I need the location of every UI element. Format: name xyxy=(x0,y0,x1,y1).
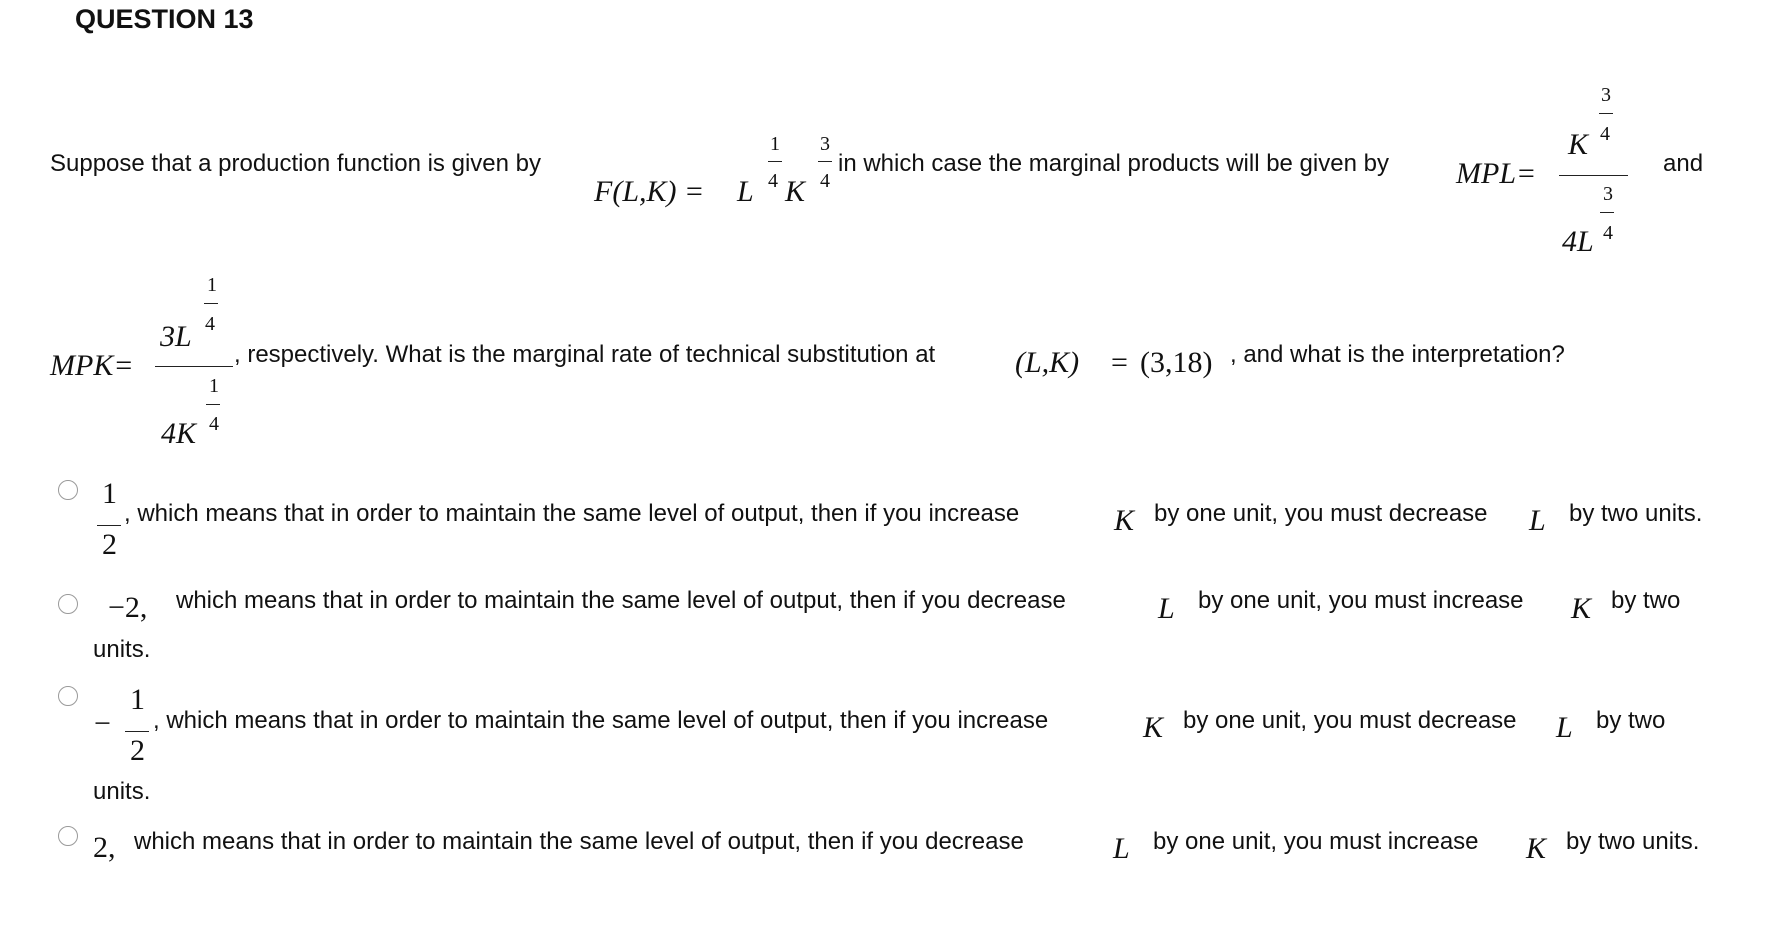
intro-text: Suppose that a production function is given by xyxy=(50,150,541,177)
option-1-text-b: by one unit, you must decrease xyxy=(1154,500,1488,527)
option-3-text-c: by two xyxy=(1596,707,1666,734)
function-lhs: F(L,K) = xyxy=(594,175,705,208)
point-rhs: (3,18) xyxy=(1140,346,1213,379)
option-2-var1: L xyxy=(1158,592,1175,625)
mpl-fraction-bar xyxy=(1559,175,1628,176)
option-1-value-num: 1 xyxy=(102,477,117,510)
option-3-text-b: by one unit, you must decrease xyxy=(1183,707,1517,734)
function-exp1-bar xyxy=(768,161,782,162)
option-2-text-b: by one unit, you must increase xyxy=(1198,587,1524,614)
function-base-l: L xyxy=(737,175,754,208)
function-exp2-den: 4 xyxy=(820,170,830,192)
option-1-text-a: , which means that in order to maintain the same level of output, then if you increase xyxy=(124,500,1020,527)
option-3-text-d: units. xyxy=(93,778,151,805)
point-lhs: (L,K) xyxy=(1015,346,1080,379)
function-exp1-den: 4 xyxy=(768,170,778,192)
option-3-value-num: 1 xyxy=(130,683,145,716)
function-exp1-num: 1 xyxy=(770,133,780,155)
option-4-text-a: which means that in order to maintain the same level of output, then if you decrease xyxy=(134,828,1024,855)
option-4-radio[interactable] xyxy=(58,826,78,846)
mpl-num-exp-bar xyxy=(1599,113,1613,114)
option-3-var1: K xyxy=(1143,711,1164,744)
respectively-text: , respectively. What is the marginal rate of technical substitution at xyxy=(234,341,936,368)
mpk-den-base: 4K xyxy=(161,417,197,450)
option-3-radio[interactable] xyxy=(58,686,78,706)
option-1-text-c: by two units. xyxy=(1569,500,1703,527)
option-4-var1: L xyxy=(1113,832,1130,865)
option-3-text-a: , which means that in order to maintain the same level of output, then if you increase xyxy=(153,707,1049,734)
mpk-den-exp-den: 4 xyxy=(209,413,219,435)
option-3-var2: L xyxy=(1556,711,1573,744)
option-2-text-a: which means that in order to maintain the same level of output, then if you decrease xyxy=(176,587,1066,614)
option-4-var2: K xyxy=(1526,832,1547,865)
and-text: and xyxy=(1663,150,1704,177)
mpl-num-exp-num: 3 xyxy=(1601,84,1611,106)
option-2-text-d: units. xyxy=(93,636,151,663)
option-2-value: −2, xyxy=(108,591,148,624)
mpl-lhs: MPL= xyxy=(1456,157,1537,190)
mpl-den-exp-den: 4 xyxy=(1603,222,1613,244)
option-1-value-bar xyxy=(97,525,121,526)
option-2-var2: K xyxy=(1571,592,1592,625)
mpl-num-base: K xyxy=(1568,128,1589,161)
mpk-lhs: MPK= xyxy=(50,349,134,382)
mpl-den-exp-bar xyxy=(1600,212,1614,213)
mpl-den-exp-num: 3 xyxy=(1603,183,1613,205)
option-3-sign: − xyxy=(94,707,111,740)
option-2-radio[interactable] xyxy=(58,594,78,614)
mid-text: in which case the marginal products will be given by xyxy=(838,150,1389,177)
option-1-var1: K xyxy=(1114,504,1135,537)
option-4-text-b: by one unit, you must increase xyxy=(1153,828,1479,855)
option-4-value: 2, xyxy=(93,831,116,864)
mpk-fraction-bar xyxy=(155,366,233,367)
mpk-num-exp-den: 4 xyxy=(205,313,215,335)
mpk-num-exp-bar xyxy=(204,303,218,304)
point-eq: = xyxy=(1111,346,1128,379)
option-4-text-c: by two units. xyxy=(1566,828,1700,855)
mpk-den-exp-bar xyxy=(206,404,220,405)
tail-text: , and what is the interpretation? xyxy=(1230,341,1565,368)
option-3-value-bar xyxy=(125,731,149,732)
function-exp2-num: 3 xyxy=(820,133,830,155)
function-base-k: K xyxy=(785,175,806,208)
option-1-radio[interactable] xyxy=(58,480,78,500)
question-title: QUESTION 13 xyxy=(75,4,254,34)
mpk-den-exp-num: 1 xyxy=(209,375,219,397)
option-1-value-den: 2 xyxy=(102,528,117,561)
function-exp2-bar xyxy=(818,161,832,162)
mpk-num-exp-num: 1 xyxy=(207,274,217,296)
option-2-text-c: by two xyxy=(1611,587,1681,614)
mpl-num-exp-den: 4 xyxy=(1600,123,1610,145)
mpl-den-base: 4L xyxy=(1562,225,1594,258)
mpk-num-base: 3L xyxy=(160,320,192,353)
option-1-var2: L xyxy=(1529,504,1546,537)
option-3-value-den: 2 xyxy=(130,734,145,767)
